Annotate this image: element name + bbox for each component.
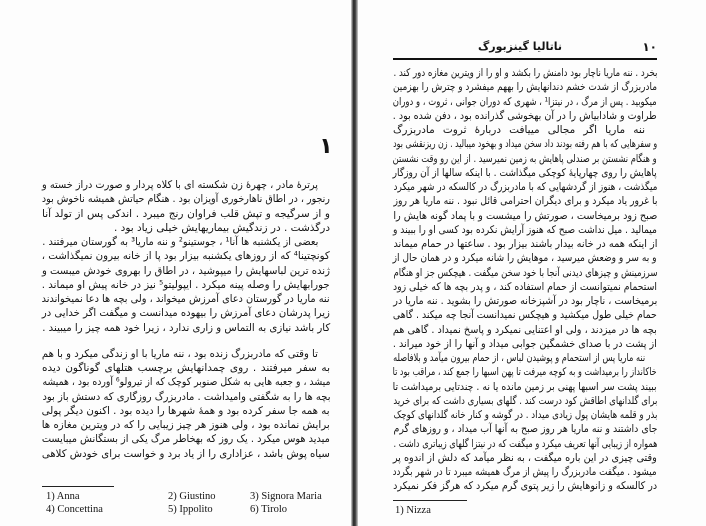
paragraph (393, 123, 657, 351)
text-line-content: میگذشت ، هنوز از گردشهایی که با مادربزرگ در کالسکه در شهر میکرد (393, 181, 657, 193)
paragraph (393, 351, 657, 494)
text-line-content: میمالید . میل نداشت صبح که هنوز آرایش نکرده بود کسی او را ببیند و (393, 223, 657, 236)
text-line-content: تا وقتی که مادربزرگ زنده بود ، ننه ماریا با او زندگی میکرد و با هم (42, 347, 318, 360)
text-line (42, 390, 330, 404)
text-line (42, 347, 330, 361)
text-line (393, 351, 657, 365)
text-line-content: در کالسکه و زانوهایش را زیر پتوی گرم میکرد که هرگز فکر نمیکرد (393, 480, 657, 493)
text-line (42, 321, 330, 335)
footnote-separator (393, 500, 467, 501)
text-line-content: به همه جا سفر کرده بود و همهٔ شهرها را دیده بود . اکنون دیگر پولی (42, 404, 330, 417)
text-line (42, 178, 330, 192)
text-line-content: زیرا پدرشان دعای آمرزش را بیهوده میدانست و میگفت اگر خدایی در (42, 307, 330, 320)
text-line-content: درگذشت . در زندگیش بیماریهایش خیلی زیاد بود . (113, 221, 330, 234)
text-line-content: و از سرگیجه و تپش قلب فراوان رنج میبرد . اندکی پس از تولد آنا (42, 207, 330, 220)
text-line (393, 437, 657, 451)
text-line-content: ژنده ترین لباسهایش را میپوشید ، در اطاق را بهروی خودش میبست و (42, 264, 330, 277)
left-page-body (42, 178, 330, 461)
text-line (393, 66, 657, 80)
text-line (393, 323, 657, 337)
text-line (393, 365, 657, 379)
text-line (393, 137, 657, 151)
text-line-content: بخرد . ننه ماریا ناچار بود دامنش را بکشد و او را از ویترین مغازه دور کند . (393, 67, 657, 79)
footnote: 3) Signora Maria (250, 491, 322, 502)
text-line (393, 95, 657, 109)
text-line-content: حمام خیلی طول میکشید و هیچکس نمیدانست آنجا چه میکند . گاهی (393, 309, 657, 322)
chapter-number: ۱ (319, 134, 333, 159)
text-line-content: میکوبید . پس از مرگ ، در نیتزا¹ ، شهری که دوران جوانی ، ثروت ، و دوران (393, 95, 657, 108)
page-number: ۱۰ (642, 40, 657, 54)
text-line-content: برمیخاست ، ناچار بود در آشپزخانه صورتش را بشوید . ننه ماریا در (393, 295, 657, 307)
text-line (393, 280, 657, 294)
text-line (393, 380, 657, 394)
text-line (393, 109, 657, 123)
text-line (42, 264, 330, 278)
right-page-body (393, 66, 657, 494)
paragraph (42, 347, 330, 461)
text-line (393, 223, 657, 237)
text-line-content: صبح زود برمیخاست ، صورتش را میشست و با پماد گونه هایش را (393, 209, 657, 222)
text-line (393, 166, 657, 180)
text-line-content: کار باشد نیازی به التماس و زاری ندارد ، زیرا خود همه چیز را میبیند . (42, 321, 330, 334)
text-line (393, 180, 657, 194)
text-line (393, 266, 657, 280)
text-line-content: جای داشتند و ننه ماریا هر روز صبح به آنها آب میداد ، و روزهای گرم (393, 423, 657, 436)
text-line-content: ببیند پشت سر اسبها پهنی بر زمین مانده یا نه . چندتایی برمیداشت تا (393, 380, 657, 393)
left-footnotes (46, 490, 336, 516)
text-line-content: ننه ماریا اگر مجالی مییافت دربارهٔ ثروت مادربزرگ (393, 124, 645, 136)
text-line (393, 408, 657, 422)
text-line-content: و به سر و وضعش میرسید ، موهایش را شانه میکرد و در همان حال از (393, 252, 657, 265)
text-line-content: بذر و قلمه هایشان پول زیادی میداد . در گوشه و کنار خانه گلدانهای کوچک (393, 409, 657, 421)
text-line-content: از اینکه همه در خانه بیدار باشند بیزار بود . ساعتها در حمام میماند (393, 238, 657, 250)
text-line-content: با غرور یاد میکرد و برای دیگران احترامی قائل نبود . ننه ماریا هر روز (393, 195, 657, 208)
right-footnotes (395, 504, 595, 517)
paragraph (42, 178, 330, 235)
footnote: 4) Concettina (46, 504, 103, 515)
text-line-content: و سفرهایی که با هم رفته بودند داد سخن میداد و بهخود میبالید . زن ریزنقشی بود (393, 138, 657, 151)
text-line (42, 235, 330, 249)
paragraph (393, 66, 657, 123)
text-line (42, 447, 330, 461)
footnote: 5) Ippolito (168, 504, 213, 515)
text-line-content: کونچتینا⁴ که از روزهای یکشنبه بیزار بود پا از خانه بیرون نمیگذاشت ، (42, 250, 330, 263)
text-line (42, 207, 330, 221)
text-line (393, 194, 657, 208)
text-line (42, 292, 330, 306)
text-line (393, 422, 657, 436)
text-line-content: میشد ، و جعبه هایی به شکل صنوبر کوچک که از تیرولو⁶ آورده بود ، همیشه (42, 376, 330, 389)
text-line-content: سیاه پوش باشد ، عزاداری را از یاد برد و خواست برای خودش کلاهی (42, 447, 330, 460)
text-line-content: پرترهٔ مادر ، چهرهٔ زن شکسته ای با کلاه پردار و صورت دراز خسته و (42, 179, 318, 191)
text-line-content: استحمام نمیتوانست از حمام استفاده کند ، و پدر بچه ها که خیلی زود (393, 280, 657, 293)
text-line (42, 306, 330, 320)
text-line (42, 375, 330, 389)
text-line (42, 278, 330, 292)
text-line-content: مادربزرگ از شدت خشم دندانهایش را بههم میفشرد و چترش را بهزمین (393, 81, 657, 94)
text-line-content: ننه ماریا در گورستان دعای آمرزش میخواند ، ولی بچه ها دعا نمیخواندند (42, 293, 330, 305)
footnote: 2) Giustino (168, 491, 216, 502)
header-rule (393, 58, 657, 60)
text-line-content: بچه ها در میزدند ، ولی او اعتنایی نمیکرد و پاسخ نمیداد . گاهی هم (393, 323, 657, 336)
left-page (0, 0, 351, 526)
footnote-separator (42, 486, 114, 487)
text-line (393, 394, 657, 408)
text-line (42, 361, 330, 375)
text-line-content: طراوت و شادابیاش را در آن بهخوشی گذرانده بود ، دفن شده بود . (393, 109, 657, 122)
text-line-content: میشود . میگفت مادربزرگ را پیش از مرگ همیشه میبرد تا در شهر بگردد (393, 466, 657, 478)
text-line (393, 479, 657, 493)
text-line (393, 294, 657, 308)
text-line (393, 308, 657, 322)
text-line (393, 465, 657, 479)
text-line (393, 451, 657, 465)
text-line-content: پاهایش را روی چهارپایهٔ کوچکی میگذاشت . با اینکه سالها از آن روزگار (393, 166, 657, 179)
footnote: 6) Tirolo (250, 504, 288, 515)
text-line-content: ننه ماریا پس از استحمام و پوشیدن لباس ، از حمام بیرون میآمد و بلافاصله (393, 352, 645, 364)
text-line-content: به سفر میرفتند . روی چمدانهایش برچسب هتلهای گوناگون دیده (42, 362, 330, 374)
right-page (358, 0, 706, 526)
text-line (42, 192, 330, 206)
text-line (393, 80, 657, 94)
text-line-content: جورابهایش را وصله پینه میکرد . ایپولیتو⁵ نیز در خانه پیش او میماند . (42, 278, 330, 291)
text-line (393, 337, 657, 351)
text-line-content: خاکانداز را برمیداشت و به کوچه میرفت تا پهن اسبها را جمع کند ، مراقب بود تا (393, 366, 657, 379)
text-line (393, 237, 657, 251)
text-line-content: بچه ها را به شگفتی وامیداشت . مادربزرگ روزگاری که دستش باز بود (42, 390, 330, 403)
text-line-content: و هنگام نشستن بر صندلی پاهایش به زمین نمیرسید . از این رو وقت نشستن (393, 152, 657, 165)
text-line (42, 404, 330, 418)
text-line (393, 251, 657, 265)
text-line-content: میدید هوس میکرد . یک روز که بهخاطر مرگ یکی از بستگانش میبایست (42, 433, 330, 446)
text-line-content: رنجور ، در اطاق ناهارخوری آویزان بود . هنگام حیاتش همیشه ناخوش بود (42, 193, 330, 206)
text-line (393, 123, 657, 137)
text-line-content: سرزمینش و چیزهای دیدنی آنجا با خود سخن میگفت . هیچکس جز او هنگام (393, 266, 657, 279)
text-line-content: از پشت در با صدای خشمگین جوابی میداد و آنها را از خود میراند . (393, 337, 657, 350)
text-line (393, 152, 657, 166)
text-line (42, 221, 330, 235)
text-line (42, 432, 330, 446)
running-title: ناتالیا گینزبورگ (478, 40, 562, 53)
text-line (42, 249, 330, 263)
text-line-content: بعضی از یکشنبه ها آنا¹ ، جوستینو² و ننه ماریا³ به گورستان میرفتند . (42, 236, 318, 248)
footnote: 1) Anna (46, 491, 80, 502)
text-line-content: برای گلدانهای اطاقش کود درست کند . گلهای بسیاری داشت که برای خرید (393, 394, 657, 407)
text-line-content: همواره از زیبایی آنها تعریف میکرد و میگفت که در نیتزا گلهای زیباتری داشت . (393, 437, 657, 450)
text-line-content: وقتی چیزی در این باره میگفت ، به نظر میآمد که دلش از اندوه پر (393, 451, 657, 464)
text-line (42, 418, 330, 432)
text-line (393, 209, 657, 223)
paragraph (42, 235, 330, 335)
footnote: 1) Nizza (395, 505, 431, 516)
text-line-content: برایش نمانده بود ، ولی هنوز هر چیز زیبایی را که در ویترین مغازه ها (42, 419, 330, 431)
